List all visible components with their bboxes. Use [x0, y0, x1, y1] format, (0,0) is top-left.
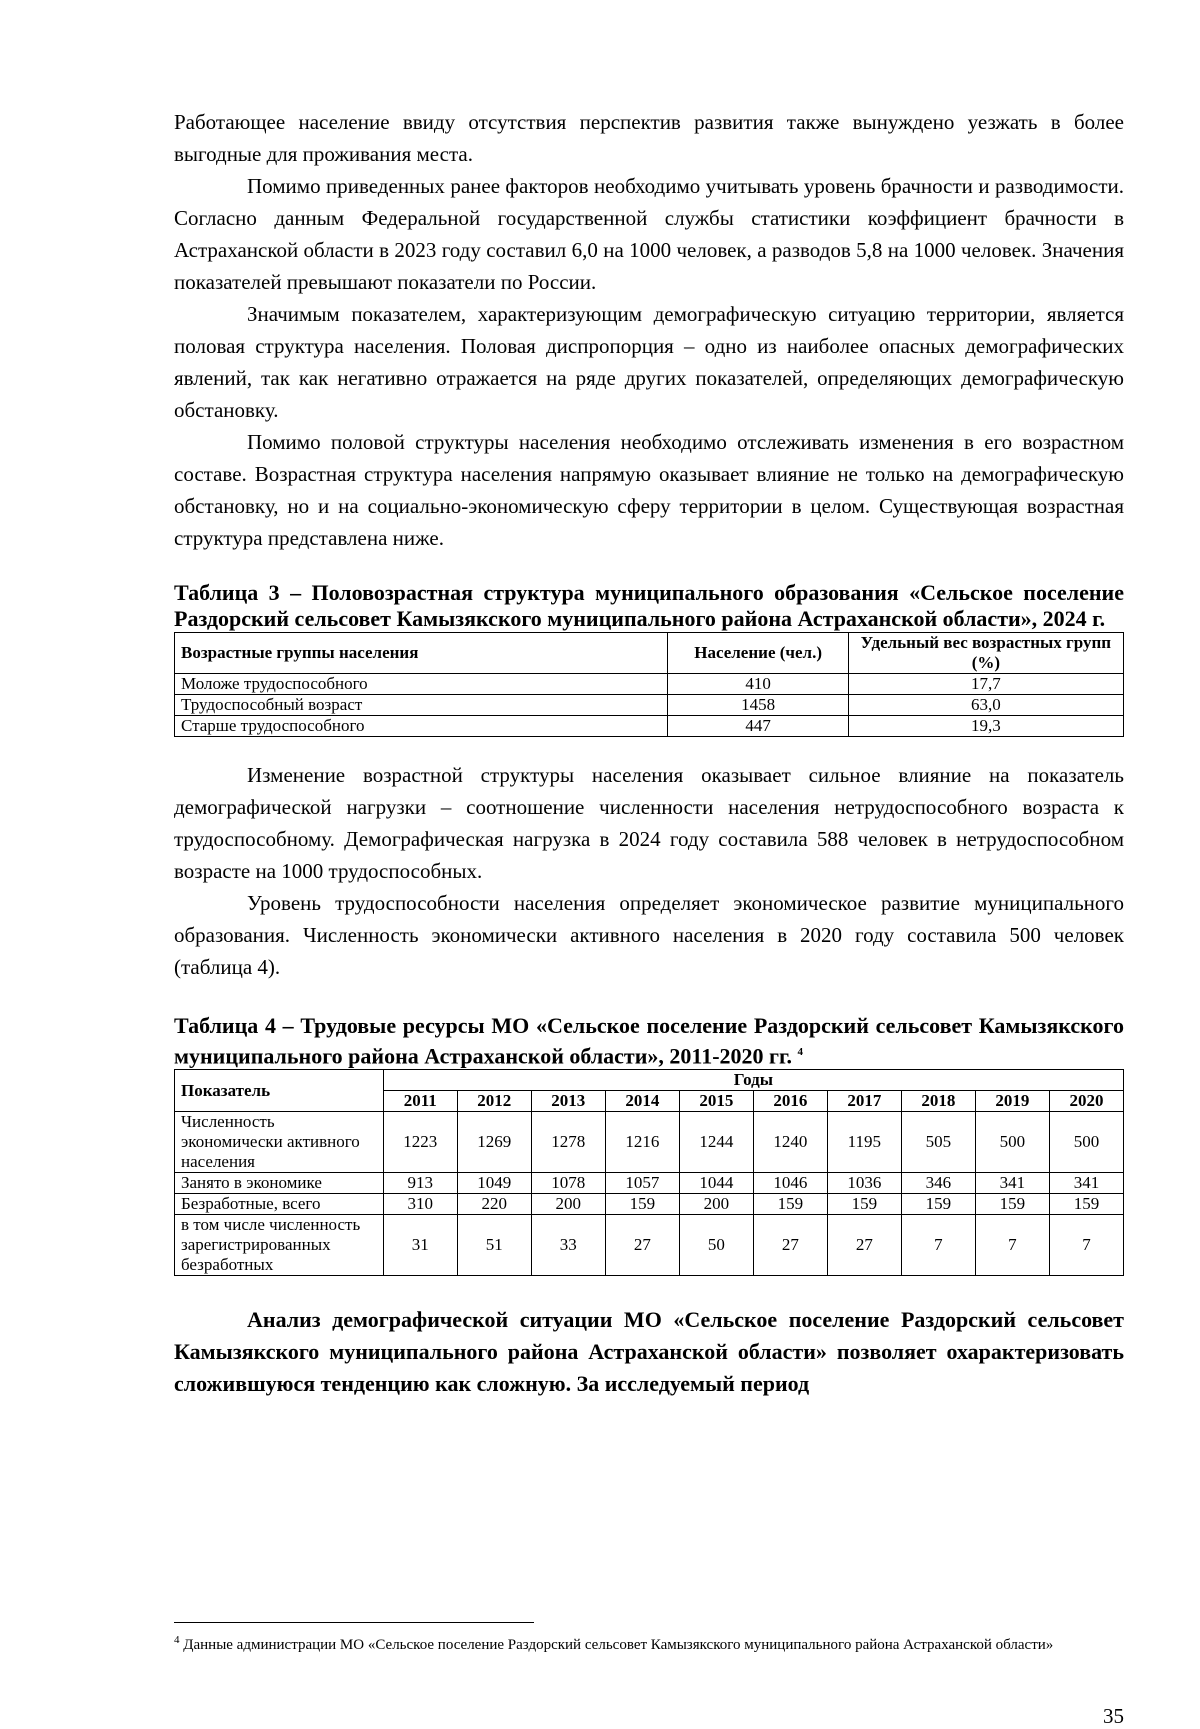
table4-row-label: в том числе численность зарегистрированных безработных	[175, 1215, 384, 1276]
table3-cell: 17,7	[848, 674, 1123, 695]
table4-cell: 51	[457, 1215, 531, 1276]
paragraph-4: Помимо половой структуры населения необходимо отслеживать изменения в его возрастном составе. Возрастная структура населения напрямую оказывает влияние не только на демографическую обстановку, но и на социально-экономическую сферу территории в целом. Существующая возрастная структура представлена ниже.	[174, 430, 1124, 550]
table4-year: 2014	[605, 1091, 679, 1112]
table4-header-row	[175, 1070, 1124, 1091]
table3-cell: Трудоспособный возраст	[175, 695, 668, 716]
table4	[174, 1069, 1124, 1276]
table4-year: 2020	[1049, 1091, 1123, 1112]
table4-cell: 1269	[457, 1112, 531, 1173]
table3-cell: 1458	[668, 695, 848, 716]
table4-cell: 159	[753, 1194, 827, 1215]
table4-cell: 341	[975, 1173, 1049, 1194]
conclusion-paragraph: Анализ демографической ситуации МО «Сельское поселение Раздорский сельсовет Камызякского муниципального района Астраханской области» позволяет охарактеризовать сложившуюся тенденцию как сложную. За исследуемый период	[174, 1307, 1124, 1397]
table4-cell: 31	[383, 1215, 457, 1276]
paragraph-1: Работающее население ввиду отсутствия перспектив развития также вынуждено уезжать в более выгодные для проживания места.	[174, 110, 1124, 166]
table4-year: 2019	[975, 1091, 1049, 1112]
table3-cell: Старше трудоспособного	[175, 716, 668, 737]
table3-header-population: Население (чел.)	[668, 633, 848, 674]
table3	[174, 632, 1124, 737]
table4-cell: 50	[679, 1215, 753, 1276]
table3-cell: Моложе трудоспособного	[175, 674, 668, 695]
table4-cell: 220	[457, 1194, 531, 1215]
table4-year: 2018	[901, 1091, 975, 1112]
page-body	[174, 106, 1124, 1400]
table4-cell: 159	[605, 1194, 679, 1215]
table4-cell: 346	[901, 1173, 975, 1194]
table4-cell: 1195	[827, 1112, 901, 1173]
table3-cell: 447	[668, 716, 848, 737]
table3-cell: 410	[668, 674, 848, 695]
table-row	[175, 695, 1124, 716]
table4-caption-text: Таблица 4 – Трудовые ресурсы МО «Сельское поселение Раздорский сельсовет Камызякского муниципального района Астраханской области», 2011-2020 гг.	[174, 1013, 1124, 1069]
table4-header-indicator: Показатель	[175, 1070, 384, 1112]
table4-cell: 7	[1049, 1215, 1123, 1276]
table4-caption	[174, 1013, 1124, 1069]
footnote	[174, 1630, 1124, 1655]
table-row	[175, 1215, 1124, 1276]
paragraph-5: Изменение возрастной структуры населения оказывает сильное влияние на показатель демографической нагрузки – соотношение численности населения нетрудоспособного возраста к трудоспособному. Демографическая нагрузка в 2024 году составила 588 человек в нетрудоспособном возрасте на 1000 трудоспособных.	[174, 763, 1124, 883]
table3-cell: 63,0	[848, 695, 1123, 716]
table-row	[175, 1194, 1124, 1215]
table4-cell: 1278	[531, 1112, 605, 1173]
table4-cell: 1044	[679, 1173, 753, 1194]
table4-cell: 200	[679, 1194, 753, 1215]
table4-cell: 27	[753, 1215, 827, 1276]
table4-cell: 27	[605, 1215, 679, 1276]
table-row	[175, 716, 1124, 737]
table4-cell: 505	[901, 1112, 975, 1173]
table4-row-label: Численность экономически активного населения	[175, 1112, 384, 1173]
table4-cell: 341	[1049, 1173, 1123, 1194]
footnote-text: Данные администрации МО «Сельское поселение Раздорский сельсовет Камызякского муниципального района Астраханской области»	[183, 1637, 1054, 1653]
paragraph-2: Помимо приведенных ранее факторов необходимо учитывать уровень брачности и разводимости. Согласно данным Федеральной государственной службы статистики коэффициент брачности в Астраханской области в 2023 году составил 6,0 на 1000 человек, а разводов 5,8 на 1000 человек. Значения показателей превышают показатели по России.	[174, 174, 1124, 294]
table4-cell: 7	[901, 1215, 975, 1276]
table4-year: 2013	[531, 1091, 605, 1112]
table4-header-years: Годы	[383, 1070, 1123, 1091]
footnote-mark: 4	[174, 1634, 180, 1646]
table4-cell: 1049	[457, 1173, 531, 1194]
table3-header-share: Удельный вес возрастных групп (%)	[848, 633, 1123, 674]
table4-cell: 1078	[531, 1173, 605, 1194]
table-row	[175, 674, 1124, 695]
table3-header-row	[175, 633, 1124, 674]
table4-cell: 500	[975, 1112, 1049, 1173]
table4-cell: 1240	[753, 1112, 827, 1173]
table4-cell: 27	[827, 1215, 901, 1276]
table4-cell: 159	[1049, 1194, 1123, 1215]
table-row	[175, 1173, 1124, 1194]
table4-cell: 159	[901, 1194, 975, 1215]
page-number: 35	[1103, 1704, 1124, 1728]
table-row	[175, 1112, 1124, 1173]
table4-year: 2016	[753, 1091, 827, 1112]
table4-cell: 200	[531, 1194, 605, 1215]
paragraph-3: Значимым показателем, характеризующим демографическую ситуацию территории, является половая структура населения. Половая диспропорция – одно из наиболее опасных демографических явлений, так как негативно отражается на ряде других показателей, определяющих демографическую обстановку.	[174, 302, 1124, 422]
table4-cell: 500	[1049, 1112, 1123, 1173]
table4-cell: 159	[975, 1194, 1049, 1215]
table4-cell: 1036	[827, 1173, 901, 1194]
table4-cell: 1244	[679, 1112, 753, 1173]
footnote-ref: 4	[797, 1046, 804, 1058]
table4-cell: 33	[531, 1215, 605, 1276]
table4-cell: 1046	[753, 1173, 827, 1194]
table4-row-label: Безработные, всего	[175, 1194, 384, 1215]
table4-cell: 913	[383, 1173, 457, 1194]
table4-cell: 7	[975, 1215, 1049, 1276]
table4-row-label: Занято в экономике	[175, 1173, 384, 1194]
table4-year: 2012	[457, 1091, 531, 1112]
table4-cell: 310	[383, 1194, 457, 1215]
table3-cell: 19,3	[848, 716, 1123, 737]
table4-cell: 1216	[605, 1112, 679, 1173]
table4-cell: 159	[827, 1194, 901, 1215]
footnote-divider	[174, 1622, 534, 1623]
paragraph-6: Уровень трудоспособности населения определяет экономическое развитие муниципального образования. Численность экономически активного населения в 2020 году составила 500 человек (таблица 4).	[174, 891, 1124, 979]
table4-cell: 1057	[605, 1173, 679, 1194]
table3-caption: Таблица 3 – Половозрастная структура муниципального образования «Сельское поселение Раздорский сельсовет Камызякского муниципального района Астраханской области», 2024 г.	[174, 580, 1124, 631]
table4-year: 2015	[679, 1091, 753, 1112]
table4-cell: 1223	[383, 1112, 457, 1173]
table4-year: 2017	[827, 1091, 901, 1112]
table3-header-age-groups: Возрастные группы населения	[175, 633, 668, 674]
table4-year: 2011	[383, 1091, 457, 1112]
